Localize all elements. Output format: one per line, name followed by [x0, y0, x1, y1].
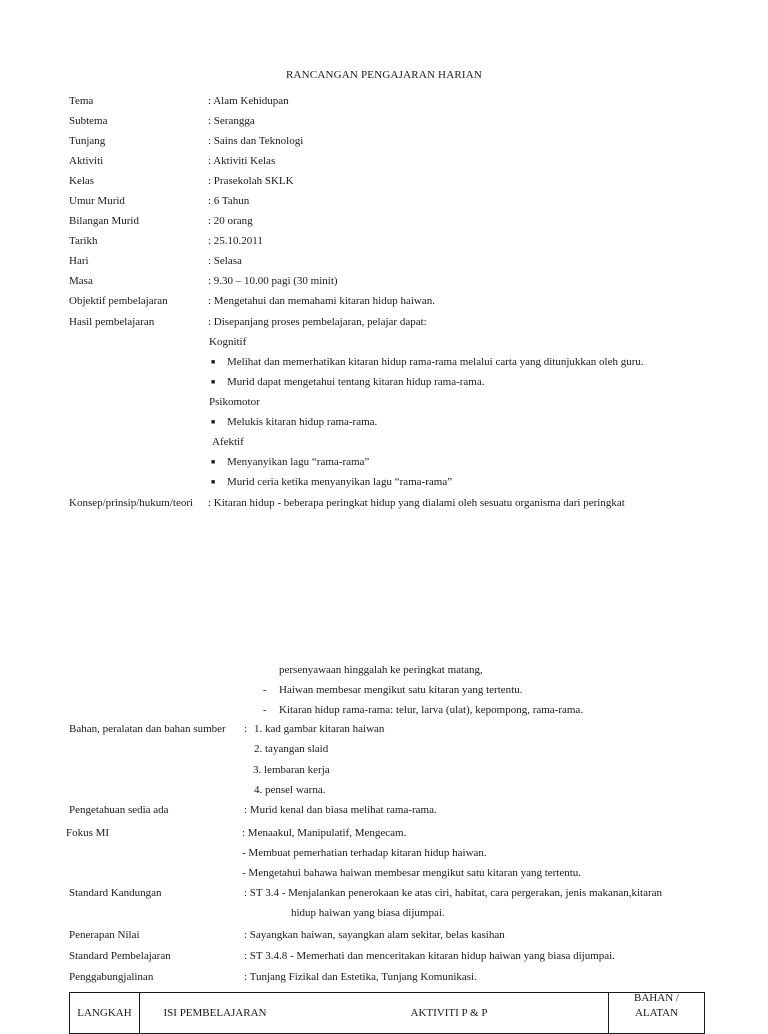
bahan-colon: :: [244, 723, 248, 735]
bahan-item: 4. pensel warna.: [254, 784, 326, 796]
penggabungjalinan-label: Penggabungjalinan: [69, 971, 154, 983]
field-label-tarikh: Tarikh: [69, 235, 98, 247]
standard-pembelajaran-value: : ST 3.4.8 - Memerhati dan menceritakan kitaran hidup haiwan yang biasa dijumpai.: [244, 950, 615, 962]
field-label-tema: Tema: [69, 95, 94, 107]
konsep-continuation: persenyawaan hinggalah ke peringkat matang,: [279, 664, 483, 676]
header-isi-pembelajaran: ISI PEMBELAJARAN: [163, 1007, 267, 1019]
dash-marker: -: [263, 704, 267, 716]
bahan-item: 1. kad gambar kitaran haiwan: [254, 723, 385, 735]
pengetahuan-value: : Murid kenal dan biasa melihat rama-rama.: [244, 804, 437, 816]
field-value-tema: : Alam Kehidupan: [208, 95, 289, 107]
konsep-dash-item: Haiwan membesar mengikut satu kitaran yang tertentu.: [279, 684, 523, 696]
konsep-dash-item: Kitaran hidup rama-rama: telur, larva (ulat), kepompong, rama-rama.: [279, 704, 584, 716]
nilai-value: : Sayangkan haiwan, sayangkan alam sekitar, belas kasihan: [244, 929, 505, 941]
bullet-icon: ■: [211, 418, 216, 426]
field-value-bilangan: : 20 orang: [208, 215, 253, 227]
fokus-line: - Mengetahui bahawa haiwan membesar mengikut satu kitaran yang tertentu.: [242, 867, 582, 879]
afektif-heading: Afektif: [212, 436, 244, 448]
standard-kandungan-value: : ST 3.4 - Menjalankan penerokaan ke atas ciri, habitat, cara pergerakan, jenis makanan,kitaran: [244, 887, 663, 899]
psikomotor-item: Melukis kitaran hidup rama-rama.: [227, 416, 378, 428]
field-value-tarikh: : 25.10.2011: [208, 235, 263, 247]
field-label-hasil: Hasil pembelajaran: [69, 316, 155, 328]
kognitif-item: Melihat dan memerhatikan kitaran hidup rama-rama melalui carta yang ditunjukkan oleh guru.: [227, 356, 644, 368]
bahan-label: Bahan, peralatan dan bahan sumber: [69, 723, 226, 735]
fokus-value: : Menaakul, Manipulatif, Mengecam.: [242, 827, 407, 839]
field-label-objektif: Objektif pembelajaran: [69, 295, 168, 307]
field-value-kelas: : Prasekolah SKLK: [208, 175, 294, 187]
field-value-aktiviti: : Aktiviti Kelas: [208, 155, 276, 167]
field-value-umur: : 6 Tahun: [208, 195, 250, 207]
field-label-hari: Hari: [69, 255, 89, 267]
bahan-item: 3. lembaran kerja: [253, 764, 330, 776]
field-label-bilangan: Bilangan Murid: [69, 215, 139, 227]
bullet-icon: ■: [211, 358, 216, 366]
konsep-value: : Kitaran hidup - beberapa peringkat hidup yang dialami oleh sesuatu organisma dari peringkat: [208, 497, 625, 509]
field-label-subtema: Subtema: [69, 115, 108, 127]
fokus-line: - Membuat pemerhatian terhadap kitaran hidup haiwan.: [242, 847, 487, 859]
field-value-masa: : 9.30 – 10.00 pagi (30 minit): [208, 275, 338, 287]
pengetahuan-label: Pengetahuan sedia ada: [69, 804, 169, 816]
field-label-kelas: Kelas: [69, 175, 95, 187]
lesson-table: [69, 992, 705, 1034]
field-label-aktiviti: Aktiviti: [69, 155, 104, 167]
standard-kandungan-label: Standard Kandungan: [69, 887, 162, 899]
standard-kandungan-continuation: hidup haiwan yang biasa dijumpai.: [291, 907, 445, 919]
nilai-label: Penerapan Nilai: [69, 929, 140, 941]
penggabungjalinan-value: : Tunjang Fizikal dan Estetika, Tunjang Komunikasi.: [244, 971, 477, 983]
kognitif-heading: Kognitif: [209, 336, 247, 348]
header-langkah: LANGKAH: [77, 1007, 132, 1019]
dash-marker: -: [263, 684, 267, 696]
field-value-objektif: : Mengetahui dan memahami kitaran hidup haiwan.: [208, 295, 435, 307]
header-alatan: ALATAN: [634, 1007, 679, 1019]
psikomotor-heading: Psikomotor: [209, 396, 260, 408]
fokus-label: Fokus MI: [66, 827, 110, 839]
field-value-tunjang: : Sains dan Teknologi: [208, 135, 304, 147]
bahan-item: 2. tayangan slaid: [254, 743, 329, 755]
afektif-item: Murid ceria ketika menyanyikan lagu “rama-rama”: [227, 476, 453, 488]
field-value-hasil: : Disepanjang proses pembelajaran, pelajar dapat:: [208, 316, 427, 328]
bullet-icon: ■: [211, 458, 216, 466]
standard-pembelajaran-label: Standard Pembelajaran: [69, 950, 171, 962]
konsep-label: Konsep/prinsip/hukum/teori: [69, 497, 194, 509]
field-value-hari: : Selasa: [208, 255, 242, 267]
field-label-tunjang: Tunjang: [69, 135, 106, 147]
kognitif-item: Murid dapat mengetahui tentang kitaran hidup rama-rama.: [227, 376, 485, 388]
field-value-subtema: : Serangga: [208, 115, 255, 127]
header-aktiviti: AKTIVITI P & P: [410, 1007, 488, 1019]
header-bahan: BAHAN /: [634, 992, 679, 1004]
bullet-icon: ■: [211, 478, 216, 486]
document-title: RANCANGAN PENGAJARAN HARIAN: [285, 69, 483, 81]
afektif-item: Menyanyikan lagu “rama-rama”: [227, 456, 370, 468]
bullet-icon: ■: [211, 378, 216, 386]
field-label-masa: Masa: [69, 275, 93, 287]
field-label-umur: Umur Murid: [69, 195, 125, 207]
